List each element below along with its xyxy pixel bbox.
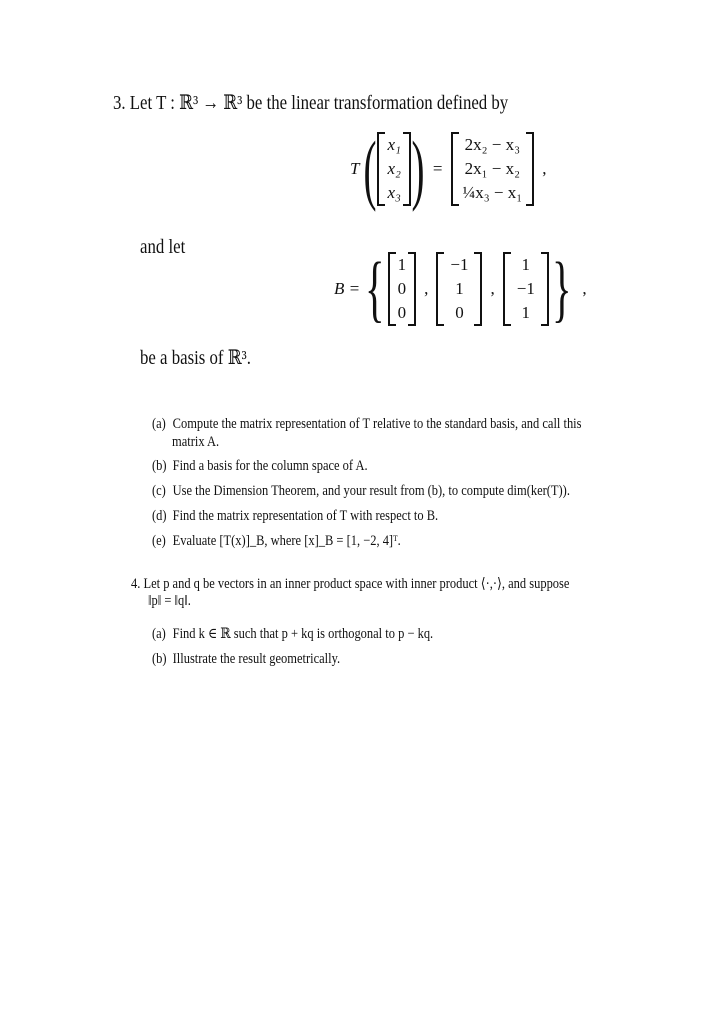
bracket-serif <box>390 324 396 326</box>
B-label: B = <box>334 279 361 298</box>
vector-entry: ¼x₃ − x₁ <box>462 183 523 202</box>
vector-entry: 1 <box>455 279 464 298</box>
and-let-text: and let <box>140 236 186 258</box>
bracket-serif <box>453 204 459 206</box>
part-label: (e) <box>152 533 166 549</box>
part-label: (b) <box>152 458 167 474</box>
part-3a-continued: matrix A. <box>172 434 220 450</box>
comma: , <box>424 279 429 298</box>
comma: , <box>542 159 547 178</box>
part-label: (b) <box>152 651 167 667</box>
bracket-serif <box>379 132 385 134</box>
part-text: Use the Dimension Theorem, and your result from (b), to compute dim(ker(T)). <box>172 483 570 499</box>
transformation-equation <box>350 125 547 212</box>
bracket-serif <box>474 324 480 326</box>
part-3c <box>152 483 570 500</box>
part-4a <box>152 626 433 643</box>
bracket-serif <box>453 132 459 134</box>
vector-entry: x₂ <box>387 159 401 178</box>
vector-entry: 1 <box>521 303 531 322</box>
bracket-serif <box>403 204 409 206</box>
bracket-serif <box>541 252 547 254</box>
comma: , <box>582 279 587 298</box>
part-3a <box>152 416 582 433</box>
bracket-serif <box>526 132 532 134</box>
right-brace: } <box>551 248 572 330</box>
vector-entry: 1 <box>397 255 407 274</box>
part-text: Find the matrix representation of T with respect to B. <box>172 508 439 524</box>
bracket-serif <box>379 204 385 206</box>
vector-entry: 0 <box>397 303 407 322</box>
bracket-serif <box>438 252 444 254</box>
part-text: Illustrate the result geometrically. <box>172 651 341 667</box>
comma: , <box>490 279 495 298</box>
vector-entry: 2x₁ − x₂ <box>464 159 521 178</box>
part-text: Compute the matrix representation of T relative to the standard basis, and call this <box>172 416 582 432</box>
basis-vector-1 <box>388 252 417 326</box>
bracket-serif <box>438 324 444 326</box>
basis-statement: be a basis of ℝ³. <box>140 347 251 369</box>
left-brace: { <box>365 248 385 330</box>
bracket-serif <box>408 324 414 326</box>
basis-equation <box>334 248 587 330</box>
basis-vector-2 <box>436 252 482 326</box>
right-paren: ) <box>411 125 425 212</box>
input-vector <box>377 132 410 206</box>
vector-entry: −1 <box>516 279 535 298</box>
vector-entry: 1 <box>521 255 531 274</box>
vector-entry: x₁ <box>387 135 401 154</box>
problem-3-intro: 3. Let T : ℝ³ → ℝ³ be the linear transformation defined by <box>113 92 509 114</box>
part-4b <box>152 651 340 668</box>
vector-entry: 2x₂ − x₃ <box>464 135 521 154</box>
part-text: Evaluate [T(x)]_B, where [x]_B = [1, −2, 4]ᵀ. <box>172 533 401 549</box>
bracket-serif <box>526 204 532 206</box>
part-3b <box>152 458 368 475</box>
part-label: (d) <box>152 508 167 524</box>
part-text: Find k ∈ ℝ such that p + kq is orthogonal to p − kq. <box>172 626 434 642</box>
part-3d <box>152 508 438 525</box>
part-text: Find a basis for the column space of A. <box>172 458 368 474</box>
bracket-serif <box>474 252 480 254</box>
part-label: (a) <box>152 416 166 432</box>
bracket-serif <box>505 252 511 254</box>
T-label: T <box>350 159 360 178</box>
left-paren: ( <box>363 125 377 212</box>
part-3e <box>152 533 401 550</box>
vector-entry: −1 <box>450 255 469 274</box>
problem-4-intro-continued: ‖p‖ = ‖q‖. <box>148 593 191 609</box>
vector-entry: 0 <box>397 279 407 298</box>
bracket-serif <box>390 252 396 254</box>
bracket-serif <box>403 132 409 134</box>
basis-vector-3 <box>503 252 549 326</box>
part-label: (a) <box>152 626 166 642</box>
vector-entry: 0 <box>455 303 464 322</box>
part-label: (c) <box>152 483 166 499</box>
bracket-serif <box>541 324 547 326</box>
equals-sign: = <box>432 159 443 178</box>
bracket-serif <box>505 324 511 326</box>
vector-entry: x₃ <box>387 183 401 202</box>
output-vector <box>451 132 535 206</box>
bracket-serif <box>408 252 414 254</box>
problem-4-intro: 4. Let p and q be vectors in an inner product space with inner product ⟨·,·⟩, and suppose <box>131 576 570 592</box>
